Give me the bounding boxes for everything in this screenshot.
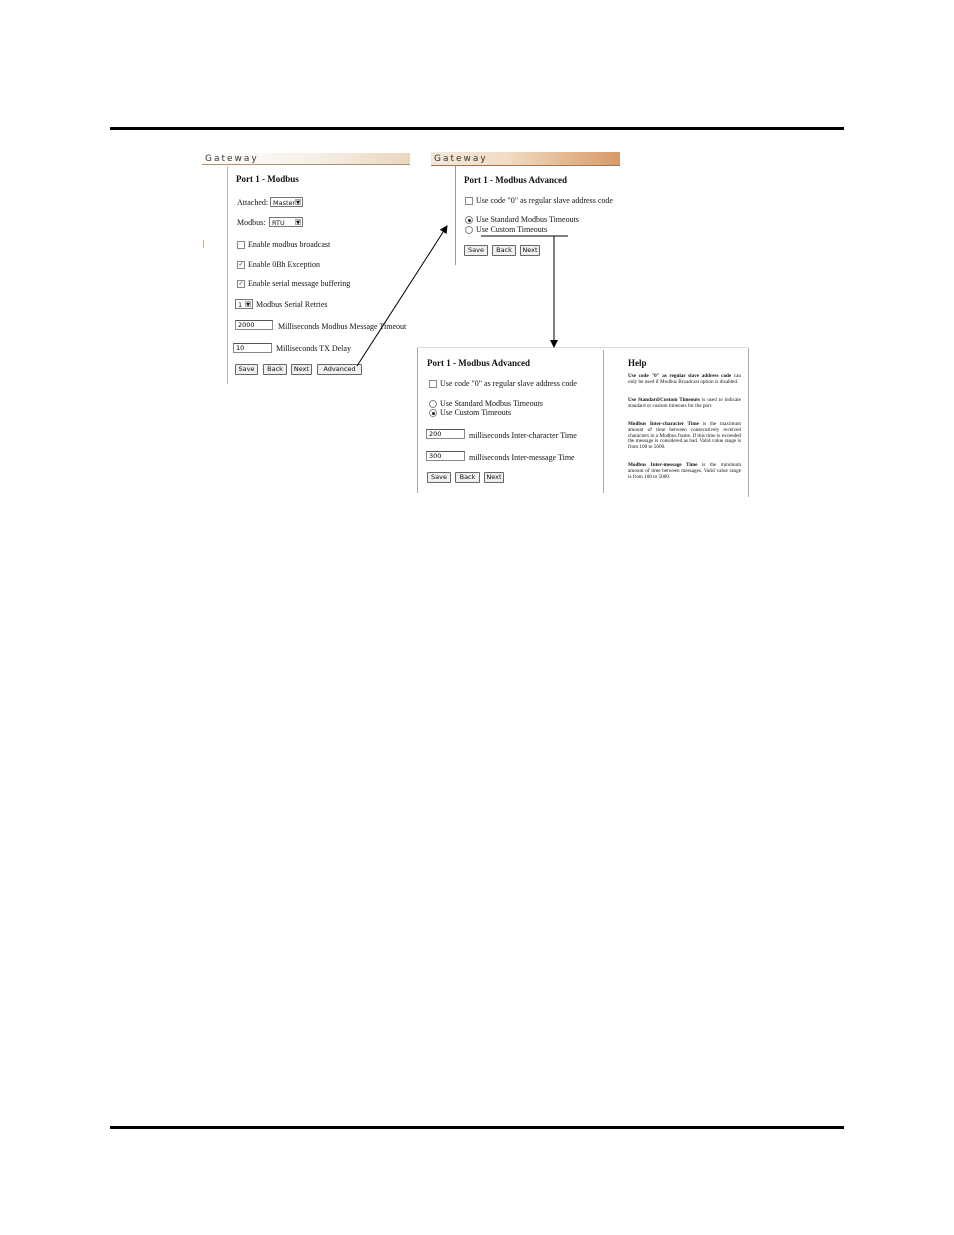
back-button[interactable]: Back xyxy=(492,245,516,256)
custom-timeouts-label: Use Custom Timeouts xyxy=(440,408,512,417)
chevron-down-icon: ▼ xyxy=(246,302,250,308)
gateway-header: Gateway xyxy=(202,153,410,165)
help-code0-term: Use code "0" as regular slave address code xyxy=(628,373,732,379)
page-title: Port 1 - Modbus Advanced xyxy=(427,358,531,368)
modbus-value: RTU xyxy=(272,219,285,227)
message-timeout-label: Milliseconds Modbus Message Timeout xyxy=(278,322,407,331)
next-button[interactable]: Next xyxy=(291,364,312,375)
enable-exception-checkbox[interactable]: ✓ xyxy=(238,262,244,268)
help-inter-character-text: is the maximum amount of time between consecutively received characters in a Modbus frame. If this time is exceeded the message is considered as bad. Valid value range is from 100 to 5000. xyxy=(628,421,741,451)
custom-timeouts-label: Use Custom Timeouts xyxy=(476,225,548,234)
modbus-label: Modbus: xyxy=(237,218,266,227)
retries-value: 1 xyxy=(238,301,243,309)
help-inter-character-term: Modbus Inter-character Time xyxy=(628,421,699,427)
advanced-to-panel-arrow xyxy=(357,226,447,366)
next-button[interactable]: Next xyxy=(484,472,504,483)
inter-message-time-label: milliseconds Inter-message Time xyxy=(469,453,575,462)
back-button[interactable]: Back xyxy=(455,472,480,483)
standard-timeouts-label: Use Standard Modbus Timeouts xyxy=(476,215,579,224)
tx-delay-label: Milliseconds TX Delay xyxy=(276,344,351,353)
save-button[interactable]: Save xyxy=(427,472,451,483)
help-title: Help xyxy=(628,358,647,368)
advanced-button[interactable]: Advanced xyxy=(317,364,362,375)
attached-label: Attached: xyxy=(237,198,269,207)
code0-label: Use code "0" as regular slave address code xyxy=(476,196,613,205)
gateway-header: Gateway xyxy=(431,152,620,166)
help-timeouts-text: is used to indicate standard or custom timeouts for the port. xyxy=(628,397,741,409)
enable-broadcast-label: Enable modbus broadcast xyxy=(248,240,331,249)
help-inter-message-term: Modbus Inter-message Time xyxy=(628,462,698,468)
standard-timeouts-label: Use Standard Modbus Timeouts xyxy=(440,399,543,408)
chevron-down-icon: ▼ xyxy=(296,200,300,206)
save-button[interactable]: Save xyxy=(464,245,488,256)
enable-exception-label: Enable 0Bh Exception xyxy=(248,260,320,269)
help-inter-message-text: is the minimum amount of time between messages. Valid value range is from 100 to 5000. xyxy=(628,462,741,480)
help-timeouts-term: Use Standard/Custom Timeouts xyxy=(628,397,700,403)
retries-label: Modbus Serial Retries xyxy=(256,300,328,309)
help-code0-text: can only be used if Modbus Broadcast option is disabled. xyxy=(628,373,741,385)
code0-label: Use code "0" as regular slave address code xyxy=(440,379,577,388)
back-button[interactable]: Back xyxy=(263,364,287,375)
page-title: Port 1 - Modbus xyxy=(236,174,299,184)
enable-buffering-label: Enable serial message buffering xyxy=(248,279,351,288)
next-button[interactable]: Next xyxy=(520,245,540,256)
page-title: Port 1 - Modbus Advanced xyxy=(464,175,568,185)
enable-buffering-checkbox[interactable]: ✓ xyxy=(238,281,244,287)
save-button[interactable]: Save xyxy=(235,364,258,375)
inter-character-time-label: milliseconds Inter-character Time xyxy=(469,431,577,440)
attached-value: Master xyxy=(273,199,296,207)
chevron-down-icon: ▼ xyxy=(296,220,300,226)
